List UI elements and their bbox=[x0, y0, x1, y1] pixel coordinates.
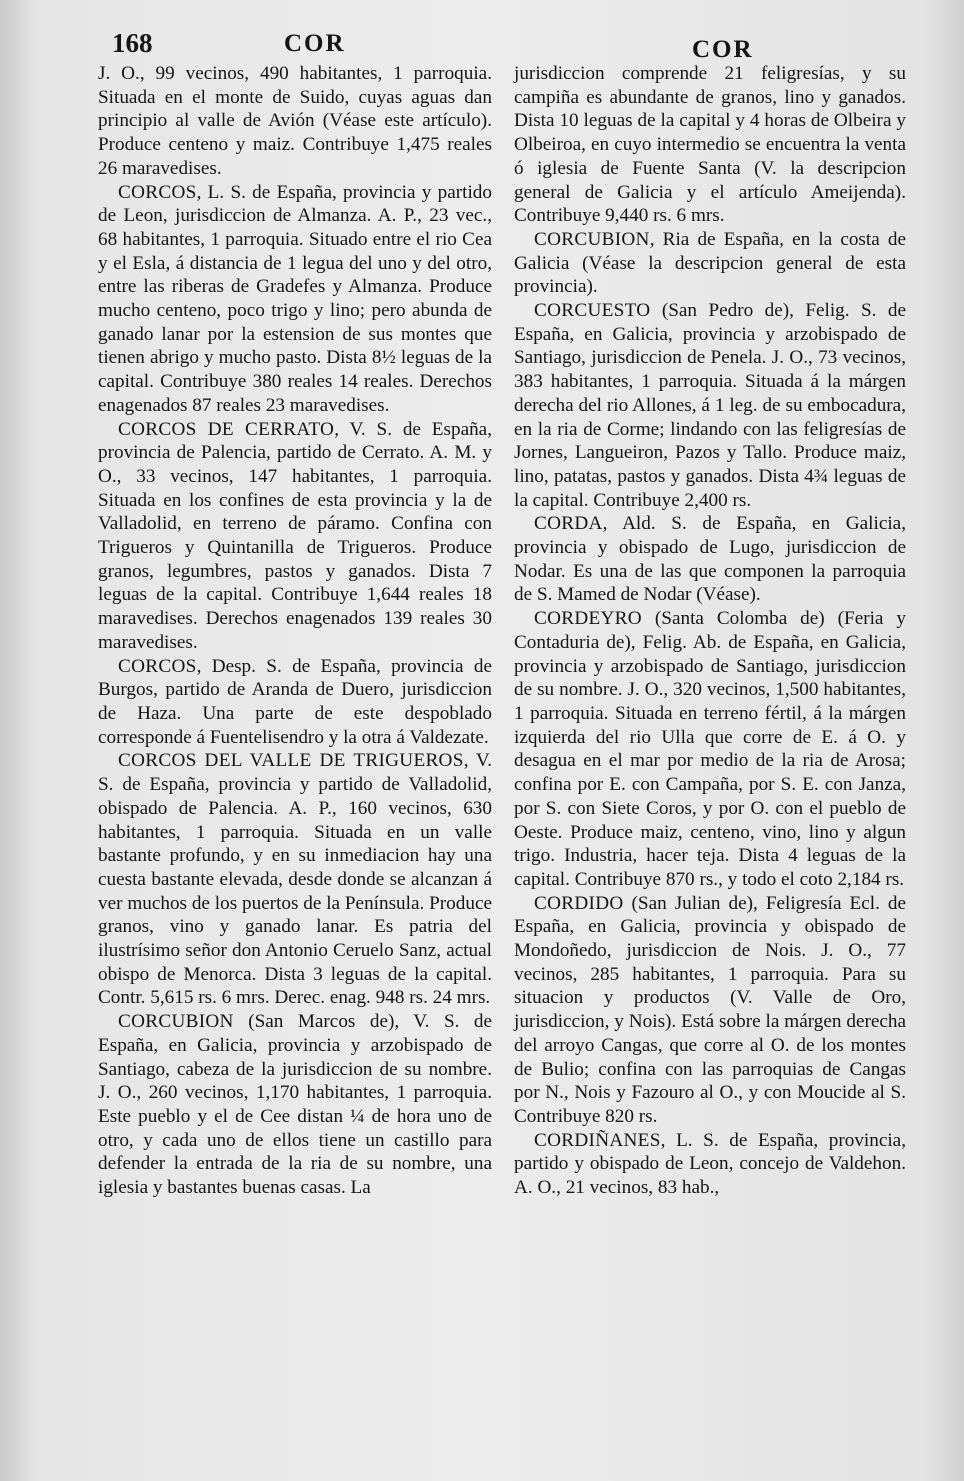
entry-corcos-de-cerrato: CORCOS DE CERRATO, V. S. de España, provincia de Palencia, partido de Cerrato. A. M. y O., 33 vecinos, 147 habitantes, 1 parroquia. Situada en los confines de esta provincia y la de Valladolid, en terreno de páramo. Confina con Trigueros y Quintanilla de Trigueros. Produce granos, legumbres, pastos y ganados. Dista 7 leguas de la capital. Contribuye 1,644 reales 18 maravedises. Derechos enagenados 139 reales 30 maravedises. bbox=[98, 418, 492, 653]
entry-corcubion-ria: CORCUBION, Ria de España, en la costa de Galicia (Véase la descripcion general de esta provincia). bbox=[514, 228, 906, 298]
right-column bbox=[514, 62, 906, 1200]
entry-corcos-leon: CORCOS, L. S. de España, provincia y partido de Leon, jurisdiccion de Almanza. A. P., 23 vec., 68 habitantes, 1 parroquia. Situado entre el rio Cea y el Esla, á distancia de 1 legua del uno y del otro, entre las riberas de Gradefes y Almanza. Produce mucho centeno, poco trigo y lino; pero abunda de ganado lanar por la estension de sus montes que tienen abrigo y mucho pasto. Dista 8½ leguas de la capital. Contribuye 380 reales 14 reales. Derechos enagenados 87 reales 23 maravedises. bbox=[98, 181, 492, 416]
page-number: 168 bbox=[112, 28, 153, 58]
entry-corcos-burgos: CORCOS, Desp. S. de España, provincia de Burgos, partido de Aranda de Duero, jurisdiccion de Haza. Una parte de este despoblado corresponde á Fuentelisendro y la otra á Valdezate. bbox=[98, 655, 492, 748]
left-column bbox=[98, 62, 492, 1200]
entry-cordido: CORDIDO (San Julian de), Feligresía Ecl. de España, en Galicia, provincia y obispado de Mondoñedo, jurisdiccion de Nois. J. O., 77 vecinos, 285 habitantes, 1 parroquia. Para su situacion y productos (V. Valle de Oro, jurisdiccion, y Nois). Está sobre la márgen derecha del arroyo Cangas, que corre al O. de los montes de Bulio; confina con las parroquias de Cangas por N., Nois y Fazouro al O., y con Moucide al S. Contribuye 820 rs. bbox=[514, 892, 906, 1127]
entry-corda: CORDA, Ald. S. de España, en Galicia, provincia y obispado de Lugo, jurisdiccion de Nodar. Es una de las que componen la parroquia de S. Mamed de Nodar (Véase). bbox=[514, 513, 906, 606]
entry-corcuesto: CORCUESTO (San Pedro de), Felig. S. de España, en Galicia, provincia y arzobispado de Santiago, jurisdiccion de Penela. J. O., 73 vecinos, 383 habitantes, 1 parroquia. Situada á la márgen derecha del rio Allones, á 1 leg. de su embocadura, en la ria de Corme; lindando con las feligresías de Jornes, Langueiron, Pazos y Tallo. Produce maiz, lino, patatas, pastos y ganados. Dista 4¾ leguas de la capital. Contribuye 2,400 rs. bbox=[514, 300, 906, 511]
entry-cordeyro: CORDEYRO (Santa Colomba de) (Feria y Contaduria de), Felig. Ab. de España, en Galicia, provincia y arzobispado de Santiago, jurisdiccion de su nombre. J. O., 320 vecinos, 1,500 habitantes, 1 parroquia. Situada en terreno fértil, á la márgen izquierda del rio Ulla que corre de E. á O. y desagua en el mar por medio de la ria de Arosa; confina por E. con Campaña, por S. E. con Janza, por S. con Siete Coros, y por O. con el pueblo de Oeste. Produce maiz, centeno, vino, lino y algun trigo. Industria, hacer teja. Dista 4 leguas de la capital. Contribuye 870 rs., y todo el coto 2,184 rs. bbox=[514, 608, 906, 890]
entry-continuation: J. O., 99 vecinos, 490 habitantes, 1 parroquia. Situada en el monte de Suido, cuyas aguas dan principio al valle de Avión (Véase este artículo). Produce centeno y maiz. Contribuye 1,475 reales 26 maravedises. bbox=[98, 63, 492, 179]
entry-continuation-right: jurisdiccion comprende 21 feligresías, y su campiña es abundante de granos, lino y ganados. Dista 10 leguas de la capital y 4 horas de Olbeira y Olbeiroa, en cuyo intermedio se encuentra la venta ó iglesia de Fuente Santa (V. la descripcion general de Galicia y el artículo Ameijenda). Contribuye 9,440 rs. 6 mrs. bbox=[514, 63, 906, 227]
entry-corcubion-villa: CORCUBION (San Marcos de), V. S. de España, en Galicia, provincia y arzobispado de Santiago, cabeza de la jurisdiccion de su nombre. J. O., 260 vecinos, 1,170 habitantes, 1 parroquia. Este pueblo y el de Cee distan ¼ de hora uno de otro, y cada uno de ellos tiene un castillo para defender la entrada de la ria de su nombre, una iglesia y bastantes buenas casas. La bbox=[98, 1011, 492, 1199]
entry-corcos-del-valle: CORCOS DEL VALLE DE TRIGUEROS, V. S. de España, provincia y partido de Valladolid, obispado de Palencia. A. P., 160 vecinos, 630 habitantes, 1 parroquia. Situada en un valle bastante profundo, y en su inmediacion hay una cuesta bastante elevada, desde donde se alcanzan á ver muchos de los puertos de la Península. Produce granos, vino y ganado lanar. Es patria del ilustrísimo señor don Antonio Ceruelo Sanz, actual obispo de Menorca. Dista 3 leguas de la capital. Contr. 5,615 rs. 6 mrs. Derec. enag. 948 rs. 24 mrs. bbox=[98, 750, 493, 1009]
entry-cordinanes: CORDIÑANES, L. S. de España, provincia, partido y obispado de Leon, concejo de Valdehon. A. O., 21 vecinos, 83 hab., bbox=[514, 1129, 906, 1199]
right-running-head: COR bbox=[692, 36, 754, 63]
left-running-head: COR bbox=[284, 30, 346, 57]
